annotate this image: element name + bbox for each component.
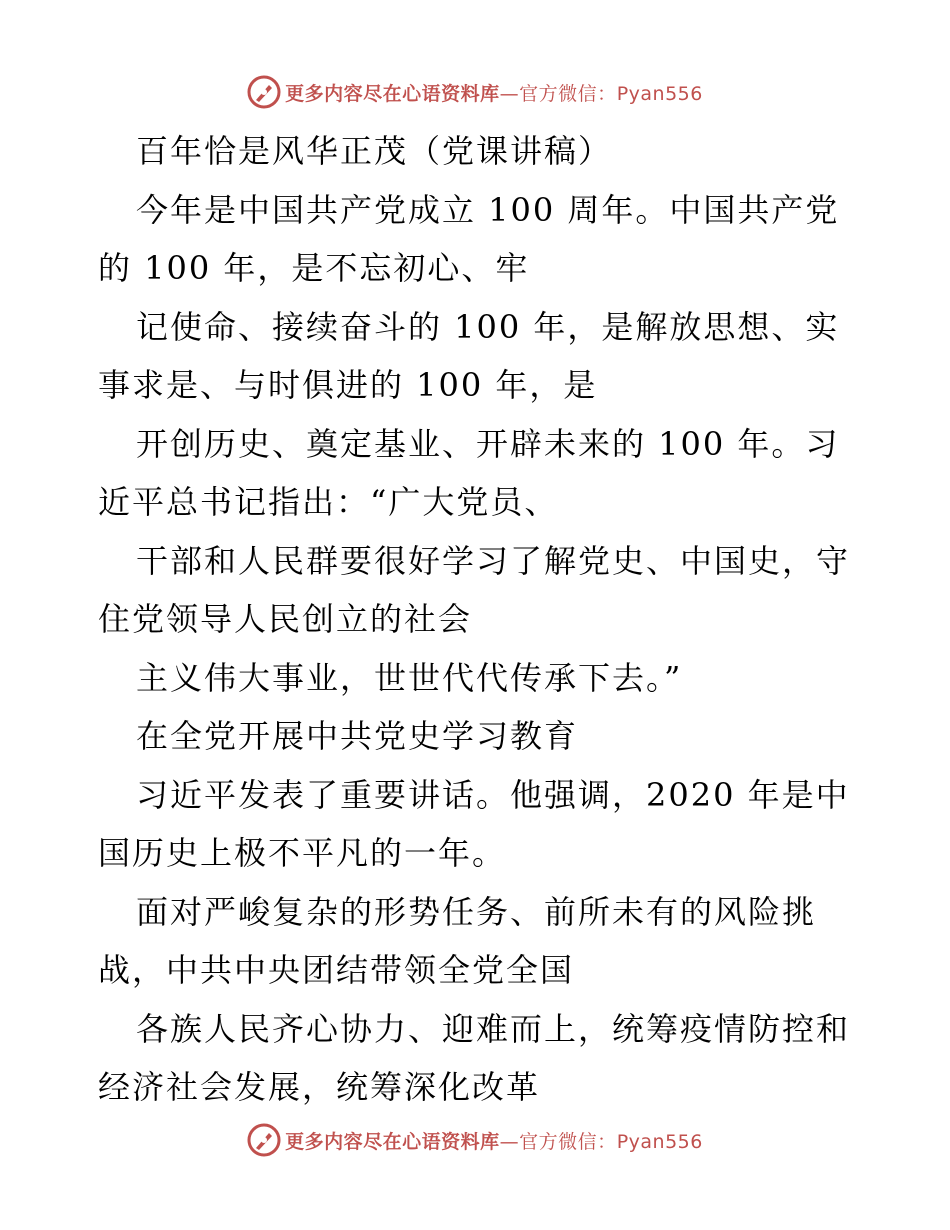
paragraph-line: 战，中共中央团结带领全党全国 bbox=[98, 951, 575, 989]
paragraph-line: 经济社会发展，统筹深化改革 bbox=[98, 1068, 541, 1106]
banner-wechat-id: Pyan556 bbox=[616, 1130, 703, 1153]
paragraph-line: 事求是、与时俱进的 100 年，是 bbox=[98, 366, 598, 404]
paragraph-line: 的 100 年，是不忘初心、牢 bbox=[98, 249, 530, 287]
paragraph-line: 记使命、接续奋斗的 100 年，是解放思想、实 bbox=[136, 307, 840, 346]
paragraph-line: 今年是中国共产党成立 100 周年。中国共产党 bbox=[136, 190, 840, 229]
paragraph-line: 面对严峻复杂的形势任务、前所未有的风险挑 bbox=[136, 892, 817, 931]
header-banner-text bbox=[285, 79, 703, 106]
paragraph-line: 近平总书记指出：“广大党员、 bbox=[98, 483, 559, 521]
paragraph-line: 主义伟大事业，世世代代传承下去。” bbox=[136, 658, 683, 697]
banner-wechat-label: 官方微信： bbox=[519, 1130, 617, 1153]
banner-main-text: 更多内容尽在心语资料库 bbox=[285, 82, 500, 105]
paragraph-line: 国历史上极不平凡的一年。 bbox=[98, 834, 507, 872]
header-banner bbox=[0, 72, 950, 112]
document-title: 百年恰是风华正茂（党课讲稿） bbox=[136, 132, 613, 170]
paragraph-line: 开创历史、奠定基业、开辟未来的 100 年。习 bbox=[136, 424, 840, 463]
banner-separator: — bbox=[499, 82, 520, 105]
paragraph-line: 在全党开展中共党史学习教育 bbox=[136, 717, 579, 755]
paragraph-line: 各族人民齐心协力、迎难而上，统筹疫情防控和 bbox=[136, 1009, 851, 1048]
document-body bbox=[98, 122, 878, 1117]
banner-separator: — bbox=[499, 1130, 520, 1153]
banner-main-text: 更多内容尽在心语资料库 bbox=[285, 1130, 500, 1153]
paragraph-line: 习近平发表了重要讲话。他强调，2020 年是中 bbox=[136, 775, 850, 814]
footer-banner-text bbox=[285, 1127, 703, 1154]
paragraph-line: 住党领导人民创立的社会 bbox=[98, 600, 473, 638]
paragraph-line: 干部和人民群要很好学习了解党史、中国史，守 bbox=[136, 541, 851, 580]
banner-wechat-id: Pyan556 bbox=[616, 82, 703, 105]
banner-wechat-label: 官方微信： bbox=[519, 82, 617, 105]
pen-logo-icon bbox=[247, 1123, 281, 1157]
pen-logo-icon bbox=[247, 75, 281, 109]
footer-banner bbox=[0, 1120, 950, 1160]
